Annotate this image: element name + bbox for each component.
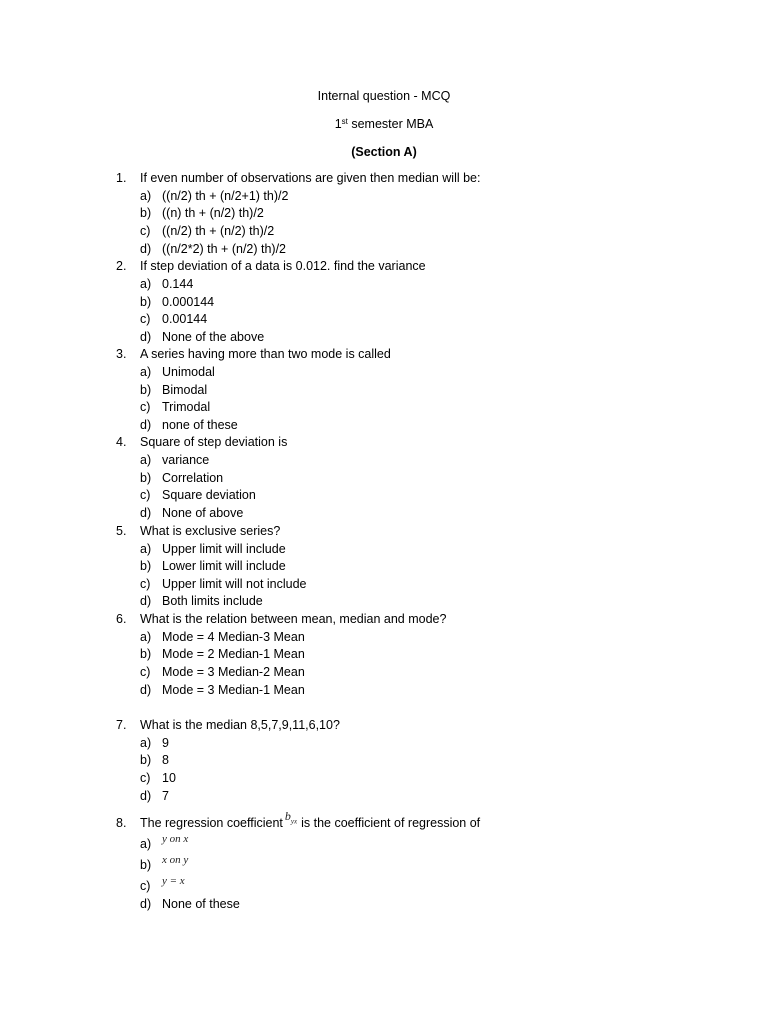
option-text: Square deviation xyxy=(162,488,256,502)
option-letter: c) xyxy=(140,312,151,326)
option-text: 0.000144 xyxy=(162,295,215,309)
option-5d xyxy=(140,593,263,609)
option-letter: c) xyxy=(140,400,151,414)
option-8d xyxy=(140,896,240,912)
option-2b xyxy=(140,294,214,310)
option-letter: a) xyxy=(140,365,152,379)
option-letter: a) xyxy=(140,542,152,556)
semester-line xyxy=(0,116,768,132)
option-letter: b) xyxy=(140,858,152,872)
question-number: 6. xyxy=(116,612,127,626)
option-6c xyxy=(140,664,305,680)
option-letter: a) xyxy=(140,277,152,291)
option-letter: b) xyxy=(140,753,152,767)
option-8a xyxy=(140,833,189,853)
option-text: ((n/2*2) th + (n/2) th)/2 xyxy=(162,242,287,256)
option-letter: b) xyxy=(140,559,152,573)
question-6 xyxy=(116,611,446,627)
option-text: Bimodal xyxy=(162,383,208,397)
question-5 xyxy=(116,523,280,539)
question-text: What is the relation between mean, median and mode? xyxy=(140,612,447,626)
option-letter: d) xyxy=(140,897,152,911)
option-text: Upper limit will not include xyxy=(162,577,307,591)
option-text: Trimodal xyxy=(162,400,211,414)
option-4d xyxy=(140,505,243,521)
semester-number: 1 xyxy=(334,117,342,131)
option-text: None of the above xyxy=(162,330,265,344)
question-text: If step deviation of a data is 0.012. find the variance xyxy=(140,259,426,273)
option-7a xyxy=(140,735,169,751)
option-3b xyxy=(140,382,207,398)
question-2 xyxy=(116,258,426,274)
section-heading: (Section A) xyxy=(351,145,417,159)
option-text: Mode = 3 Median-1 Mean xyxy=(162,683,305,697)
question-text: What is exclusive series? xyxy=(140,524,281,538)
question-text-before: The regression coefficient xyxy=(140,816,283,830)
question-text: What is the median 8,5,7,9,11,6,10? xyxy=(140,718,340,732)
option-3d xyxy=(140,417,238,433)
option-text: None of above xyxy=(162,506,244,520)
option-letter: b) xyxy=(140,206,152,220)
question-number: 2. xyxy=(116,259,127,273)
option-letter: b) xyxy=(140,383,152,397)
option-text: Both limits include xyxy=(162,594,263,608)
option-letter: b) xyxy=(140,295,152,309)
option-2d xyxy=(140,329,264,345)
option-letter: d) xyxy=(140,683,152,697)
option-7c xyxy=(140,770,176,786)
option-letter: b) xyxy=(140,471,152,485)
option-7b xyxy=(140,752,169,768)
option-letter: c) xyxy=(140,665,151,679)
option-text: Unimodal xyxy=(162,365,215,379)
option-letter: c) xyxy=(140,879,151,893)
option-letter: c) xyxy=(140,224,151,238)
option-math: y on x xyxy=(162,833,189,845)
option-letter: a) xyxy=(140,837,152,851)
question-number: 3. xyxy=(116,347,127,361)
option-text: variance xyxy=(162,453,210,467)
question-text-after: is the coefficient of regression of xyxy=(301,816,481,830)
option-text: ((n/2) th + (n/2) th)/2 xyxy=(162,224,275,238)
option-text: Mode = 3 Median-2 Mean xyxy=(162,665,305,679)
option-text: 8 xyxy=(162,753,169,767)
option-letter: d) xyxy=(140,418,152,432)
option-letter: d) xyxy=(140,789,152,803)
option-letter: d) xyxy=(140,506,152,520)
question-4 xyxy=(116,434,287,450)
option-4c xyxy=(140,487,256,503)
option-6a xyxy=(140,629,305,645)
option-letter: c) xyxy=(140,771,151,785)
question-1 xyxy=(116,170,480,186)
option-text: 7 xyxy=(162,789,169,803)
option-text: 0.144 xyxy=(162,277,194,291)
option-math: x on y xyxy=(162,854,189,866)
option-text: ((n) th + (n/2) th)/2 xyxy=(162,206,264,220)
question-number: 8. xyxy=(116,816,127,830)
option-letter: a) xyxy=(140,189,152,203)
symbol-subscript: yx xyxy=(290,817,298,826)
semester-text: semester MBA xyxy=(347,117,434,131)
option-2a xyxy=(140,276,193,292)
option-letter: d) xyxy=(140,330,152,344)
option-8b xyxy=(140,854,189,874)
option-letter: d) xyxy=(140,594,152,608)
option-text: Lower limit will include xyxy=(162,559,286,573)
option-text: Mode = 2 Median-1 Mean xyxy=(162,647,305,661)
option-8c xyxy=(140,875,185,895)
option-text: Mode = 4 Median-3 Mean xyxy=(162,630,305,644)
question-text: If even number of observations are given then median will be: xyxy=(140,171,481,185)
question-3 xyxy=(116,346,391,362)
question-text: A series having more than two mode is called xyxy=(140,347,391,361)
option-text: None of these xyxy=(162,897,240,911)
option-3c xyxy=(140,399,210,415)
semester-superscript: st xyxy=(341,117,348,126)
option-5a xyxy=(140,541,286,557)
option-7d xyxy=(140,788,169,804)
option-6b xyxy=(140,646,305,662)
option-math: y = x xyxy=(162,875,185,887)
option-letter: c) xyxy=(140,577,151,591)
regression-symbol xyxy=(284,809,298,826)
option-3a xyxy=(140,364,215,380)
option-text: Upper limit will include xyxy=(162,542,286,556)
option-text: Correlation xyxy=(162,471,224,485)
option-letter: c) xyxy=(140,488,151,502)
option-2c xyxy=(140,311,207,327)
question-number: 1. xyxy=(116,171,127,185)
question-number: 7. xyxy=(116,718,127,732)
option-letter: a) xyxy=(140,453,152,467)
option-1b xyxy=(140,205,264,221)
option-letter: b) xyxy=(140,647,152,661)
option-letter: a) xyxy=(140,736,152,750)
option-text: 0.00144 xyxy=(162,312,208,326)
option-letter: a) xyxy=(140,630,152,644)
option-text: 9 xyxy=(162,736,169,750)
option-4b xyxy=(140,470,223,486)
option-text: none of these xyxy=(162,418,238,432)
option-6d xyxy=(140,682,305,698)
question-text: Square of step deviation is xyxy=(140,435,288,449)
option-text: 10 xyxy=(162,771,176,785)
option-5b xyxy=(140,558,286,574)
option-letter: d) xyxy=(140,242,152,256)
option-text: ((n/2) th + (n/2+1) th)/2 xyxy=(162,189,289,203)
option-5c xyxy=(140,576,307,592)
option-1a xyxy=(140,188,288,204)
question-number: 4. xyxy=(116,435,127,449)
option-1c xyxy=(140,223,274,239)
option-4a xyxy=(140,452,209,468)
document-title: Internal question - MCQ xyxy=(317,89,451,103)
option-1d xyxy=(140,241,286,257)
question-number: 5. xyxy=(116,524,127,538)
question-7 xyxy=(116,717,340,733)
symbol-main: b xyxy=(284,809,291,823)
